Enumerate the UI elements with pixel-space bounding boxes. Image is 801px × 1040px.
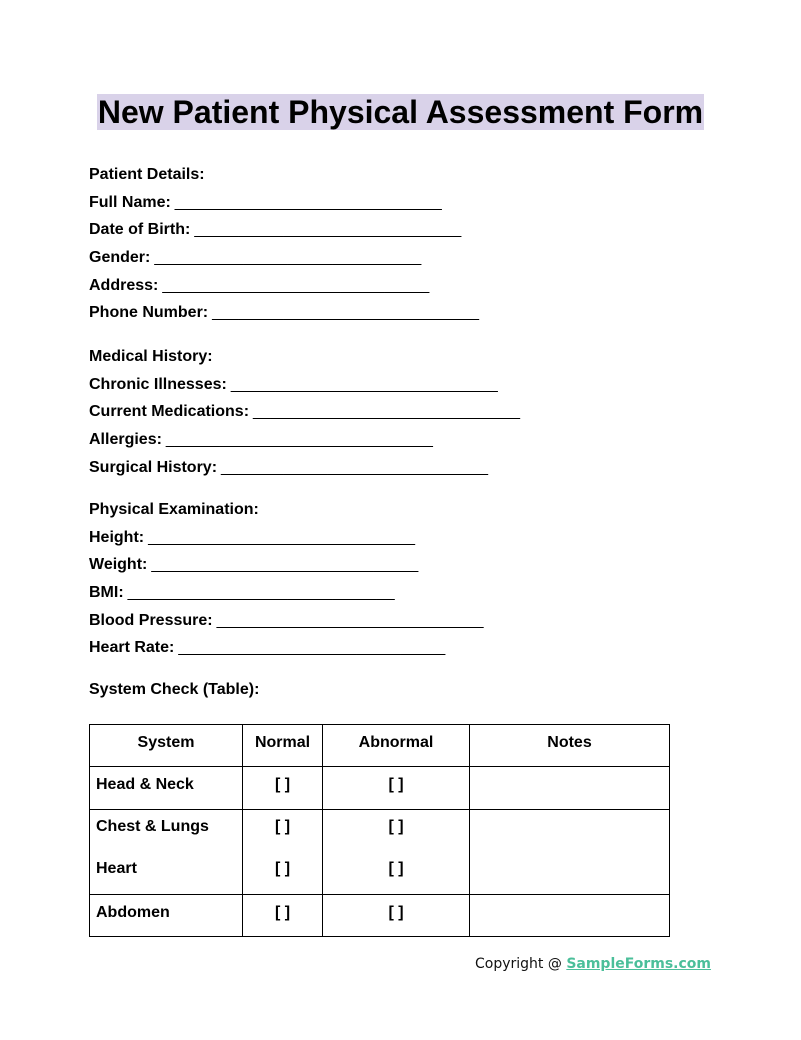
notes-cell[interactable] <box>470 895 670 937</box>
surgical-history-field[interactable] <box>89 458 520 486</box>
field-blank: ______________________________ <box>178 639 446 657</box>
field-label: Address: <box>89 276 159 294</box>
abnormal-cell[interactable] <box>323 810 470 895</box>
brand-link[interactable]: SampleForms.com <box>566 956 712 972</box>
system-name: Heart <box>96 860 137 877</box>
field-label: Allergies: <box>89 431 162 449</box>
field-blank: ______________________________ <box>162 276 430 294</box>
title-wrap <box>0 94 801 130</box>
notes-text[interactable] <box>470 895 669 904</box>
normal-cell[interactable] <box>243 895 323 937</box>
field-blank: ______________________________ <box>221 458 488 476</box>
field-blank: ______________________________ <box>212 304 480 322</box>
system-name: Chest & Lungs <box>96 818 209 835</box>
field-blank: ______________________________ <box>253 403 520 421</box>
field-label: BMI: <box>89 584 124 602</box>
field-label: Current Medications: <box>89 403 250 421</box>
abnormal-checkbox[interactable]: [ ] <box>388 776 404 793</box>
field-blank: ______________________________ <box>165 431 433 449</box>
copyright-text: Copyright @ <box>475 956 567 972</box>
column-header-abnormal: Abnormal <box>323 725 470 767</box>
bmi-field[interactable] <box>89 583 484 611</box>
field-blank: ______________________________ <box>174 193 442 211</box>
system-name: Head & Neck <box>96 776 194 793</box>
abnormal-cell[interactable] <box>323 895 470 937</box>
system-cell <box>90 767 243 810</box>
abnormal-cell[interactable] <box>323 767 470 810</box>
system-cell <box>90 895 243 937</box>
abnormal-checkbox[interactable]: [ ] <box>388 818 404 835</box>
abnormal-checkbox[interactable]: [ ] <box>388 904 404 921</box>
field-label: Full Name: <box>89 193 171 211</box>
field-label: Height: <box>89 528 145 546</box>
system-check-table <box>89 724 670 937</box>
current-medications-field[interactable] <box>89 402 520 430</box>
normal-checkbox[interactable]: [ ] <box>274 904 291 921</box>
notes-text[interactable] <box>470 852 669 894</box>
full-name-field[interactable] <box>89 193 479 221</box>
notes-text[interactable] <box>470 810 669 852</box>
normal-cell[interactable] <box>243 767 323 810</box>
system-cell <box>90 810 243 895</box>
weight-field[interactable] <box>89 555 484 583</box>
physical-exam-section <box>89 500 484 666</box>
table-row <box>90 810 670 895</box>
table-header-row <box>90 725 670 767</box>
allergies-field[interactable] <box>89 430 520 458</box>
blood-pressure-field[interactable] <box>89 611 484 639</box>
date-of-birth-field[interactable] <box>89 220 479 248</box>
normal-checkbox[interactable]: [ ] <box>274 818 291 835</box>
gender-field[interactable] <box>89 248 479 276</box>
table-row <box>90 895 670 937</box>
field-blank: ______________________________ <box>216 611 484 629</box>
heart-rate-field[interactable] <box>89 638 484 666</box>
field-label: Chronic Illnesses: <box>89 375 227 393</box>
field-blank: ______________________________ <box>230 375 498 393</box>
patient-details-section <box>89 165 479 331</box>
chronic-illnesses-field[interactable] <box>89 375 520 403</box>
section-heading: Medical History: <box>89 348 213 365</box>
field-blank: ______________________________ <box>151 556 419 574</box>
copyright-footer <box>475 956 711 972</box>
system-check-heading: System Check (Table): <box>89 681 260 698</box>
field-label: Surgical History: <box>89 458 218 476</box>
phone-number-field[interactable] <box>89 303 479 331</box>
system-name: Abdomen <box>96 904 170 921</box>
section-heading: Physical Examination: <box>89 501 259 518</box>
normal-checkbox[interactable]: [ ] <box>274 860 291 877</box>
normal-cell[interactable] <box>243 810 323 895</box>
field-label: Date of Birth: <box>89 221 191 239</box>
normal-checkbox[interactable]: [ ] <box>274 776 291 793</box>
address-field[interactable] <box>89 276 479 304</box>
notes-text[interactable] <box>470 767 669 776</box>
field-blank: ______________________________ <box>148 528 416 546</box>
table-row <box>90 767 670 810</box>
field-blank: ______________________________ <box>127 584 395 602</box>
field-blank: ______________________________ <box>194 221 462 239</box>
field-label: Gender: <box>89 249 151 267</box>
field-blank: ______________________________ <box>154 249 422 267</box>
section-heading: Patient Details: <box>89 166 205 183</box>
field-label: Weight: <box>89 556 148 574</box>
notes-cell[interactable] <box>470 767 670 810</box>
page-title: New Patient Physical Assessment Form <box>97 94 704 130</box>
field-label: Phone Number: <box>89 304 209 322</box>
field-label: Blood Pressure: <box>89 611 213 629</box>
column-header-system: System <box>90 725 243 767</box>
notes-cell[interactable] <box>470 810 670 895</box>
height-field[interactable] <box>89 528 484 556</box>
medical-history-section <box>89 347 520 485</box>
abnormal-checkbox[interactable]: [ ] <box>388 860 404 877</box>
column-header-normal: Normal <box>243 725 323 767</box>
field-label: Heart Rate: <box>89 639 175 657</box>
column-header-notes: Notes <box>470 725 670 767</box>
